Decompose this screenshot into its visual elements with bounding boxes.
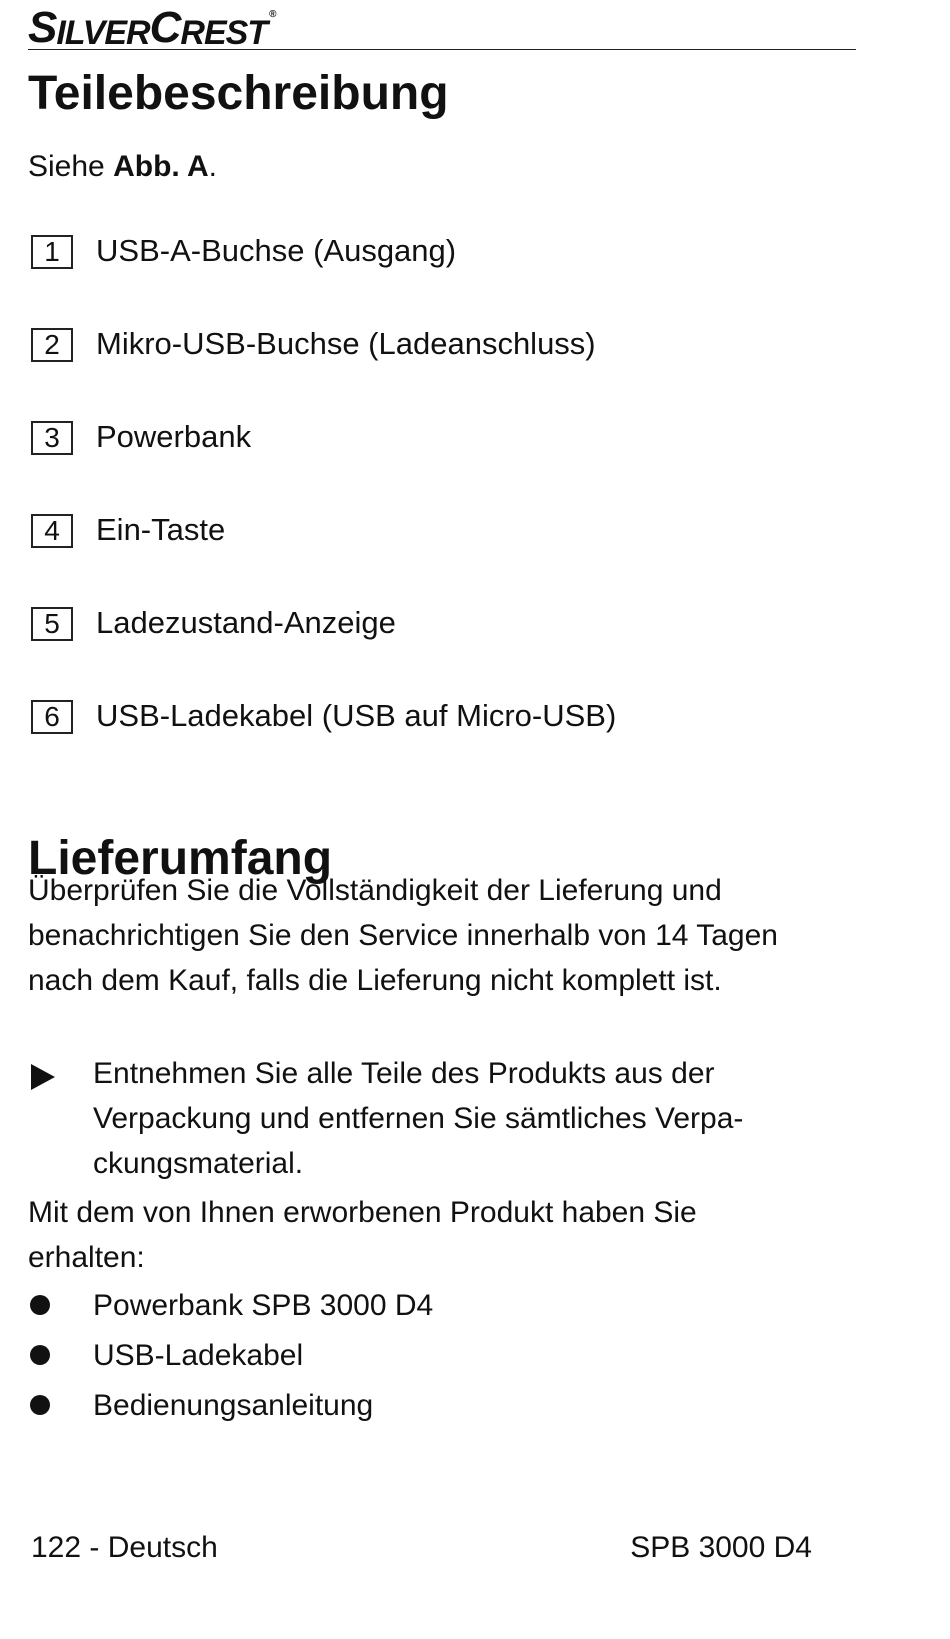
- part-label: Powerbank: [96, 419, 252, 454]
- figure-reference-prefix: Siehe: [28, 150, 114, 183]
- part-number-box: 3: [31, 421, 73, 455]
- logo-letter-c: C: [149, 3, 181, 52]
- part-number-box: 6: [31, 700, 73, 734]
- parts-section-title: Teilebeschreibung: [28, 67, 449, 120]
- bullet-icon: [30, 1295, 50, 1315]
- figure-reference: [28, 149, 217, 185]
- logo-text-ilver: ILVER: [56, 14, 150, 52]
- figure-reference-label: Abb. A: [113, 150, 209, 183]
- part-label: Ein-Taste: [96, 512, 226, 547]
- part-label: USB-A-Buchse (Ausgang): [96, 233, 457, 268]
- figure-reference-suffix: .: [208, 150, 217, 183]
- logo-letter-s: S: [28, 3, 57, 52]
- scope-section-title: Lieferumfang: [28, 832, 333, 885]
- contents-item-label: Bedienungsanleitung: [93, 1389, 374, 1422]
- received-intro-text: Mit dem von Ihnen erworbenen Produkt haben Sie erhalten:: [28, 1196, 697, 1274]
- part-label: Mikro-USB-Buchse (Ladeanschluss): [96, 326, 596, 361]
- manual-page: [28, 0, 856, 1639]
- logo-text-rest: REST: [180, 14, 268, 52]
- silvercrest-logo: [28, 0, 275, 50]
- part-number-box: 5: [31, 607, 73, 641]
- bullet-icon: [30, 1345, 50, 1365]
- contents-item-label: USB-Ladekabel: [93, 1339, 304, 1372]
- bullet-icon: [30, 1395, 50, 1415]
- footer-page-info: 122 - Deutsch: [31, 1531, 218, 1564]
- arrow-right-icon: [31, 1064, 55, 1090]
- part-number-box: 2: [31, 328, 73, 362]
- part-label: USB-Ladekabel (USB auf Micro-USB): [96, 698, 617, 733]
- part-number-box: 1: [31, 235, 73, 269]
- unpack-instruction-text: Entnehmen Sie alle Teile des Produkts aus der Verpackung und entfernen Sie sämtliches Verpa-ckungsmaterial.: [93, 1057, 744, 1180]
- header-divider: [28, 49, 856, 50]
- part-number-box: 4: [31, 514, 73, 548]
- footer-model: SPB 3000 D4: [630, 1531, 812, 1564]
- completeness-check-text: Überprüfen Sie die Vollständigkeit der Lieferung und benachrichtigen Sie den Service innerhalb von 14 Tagen nach dem Kauf, falls die Lieferung nicht komplett ist.: [28, 874, 778, 997]
- contents-item-label: Powerbank SPB 3000 D4: [93, 1289, 434, 1322]
- registered-mark: ®: [269, 9, 276, 20]
- part-label: Ladezustand-Anzeige: [96, 605, 396, 640]
